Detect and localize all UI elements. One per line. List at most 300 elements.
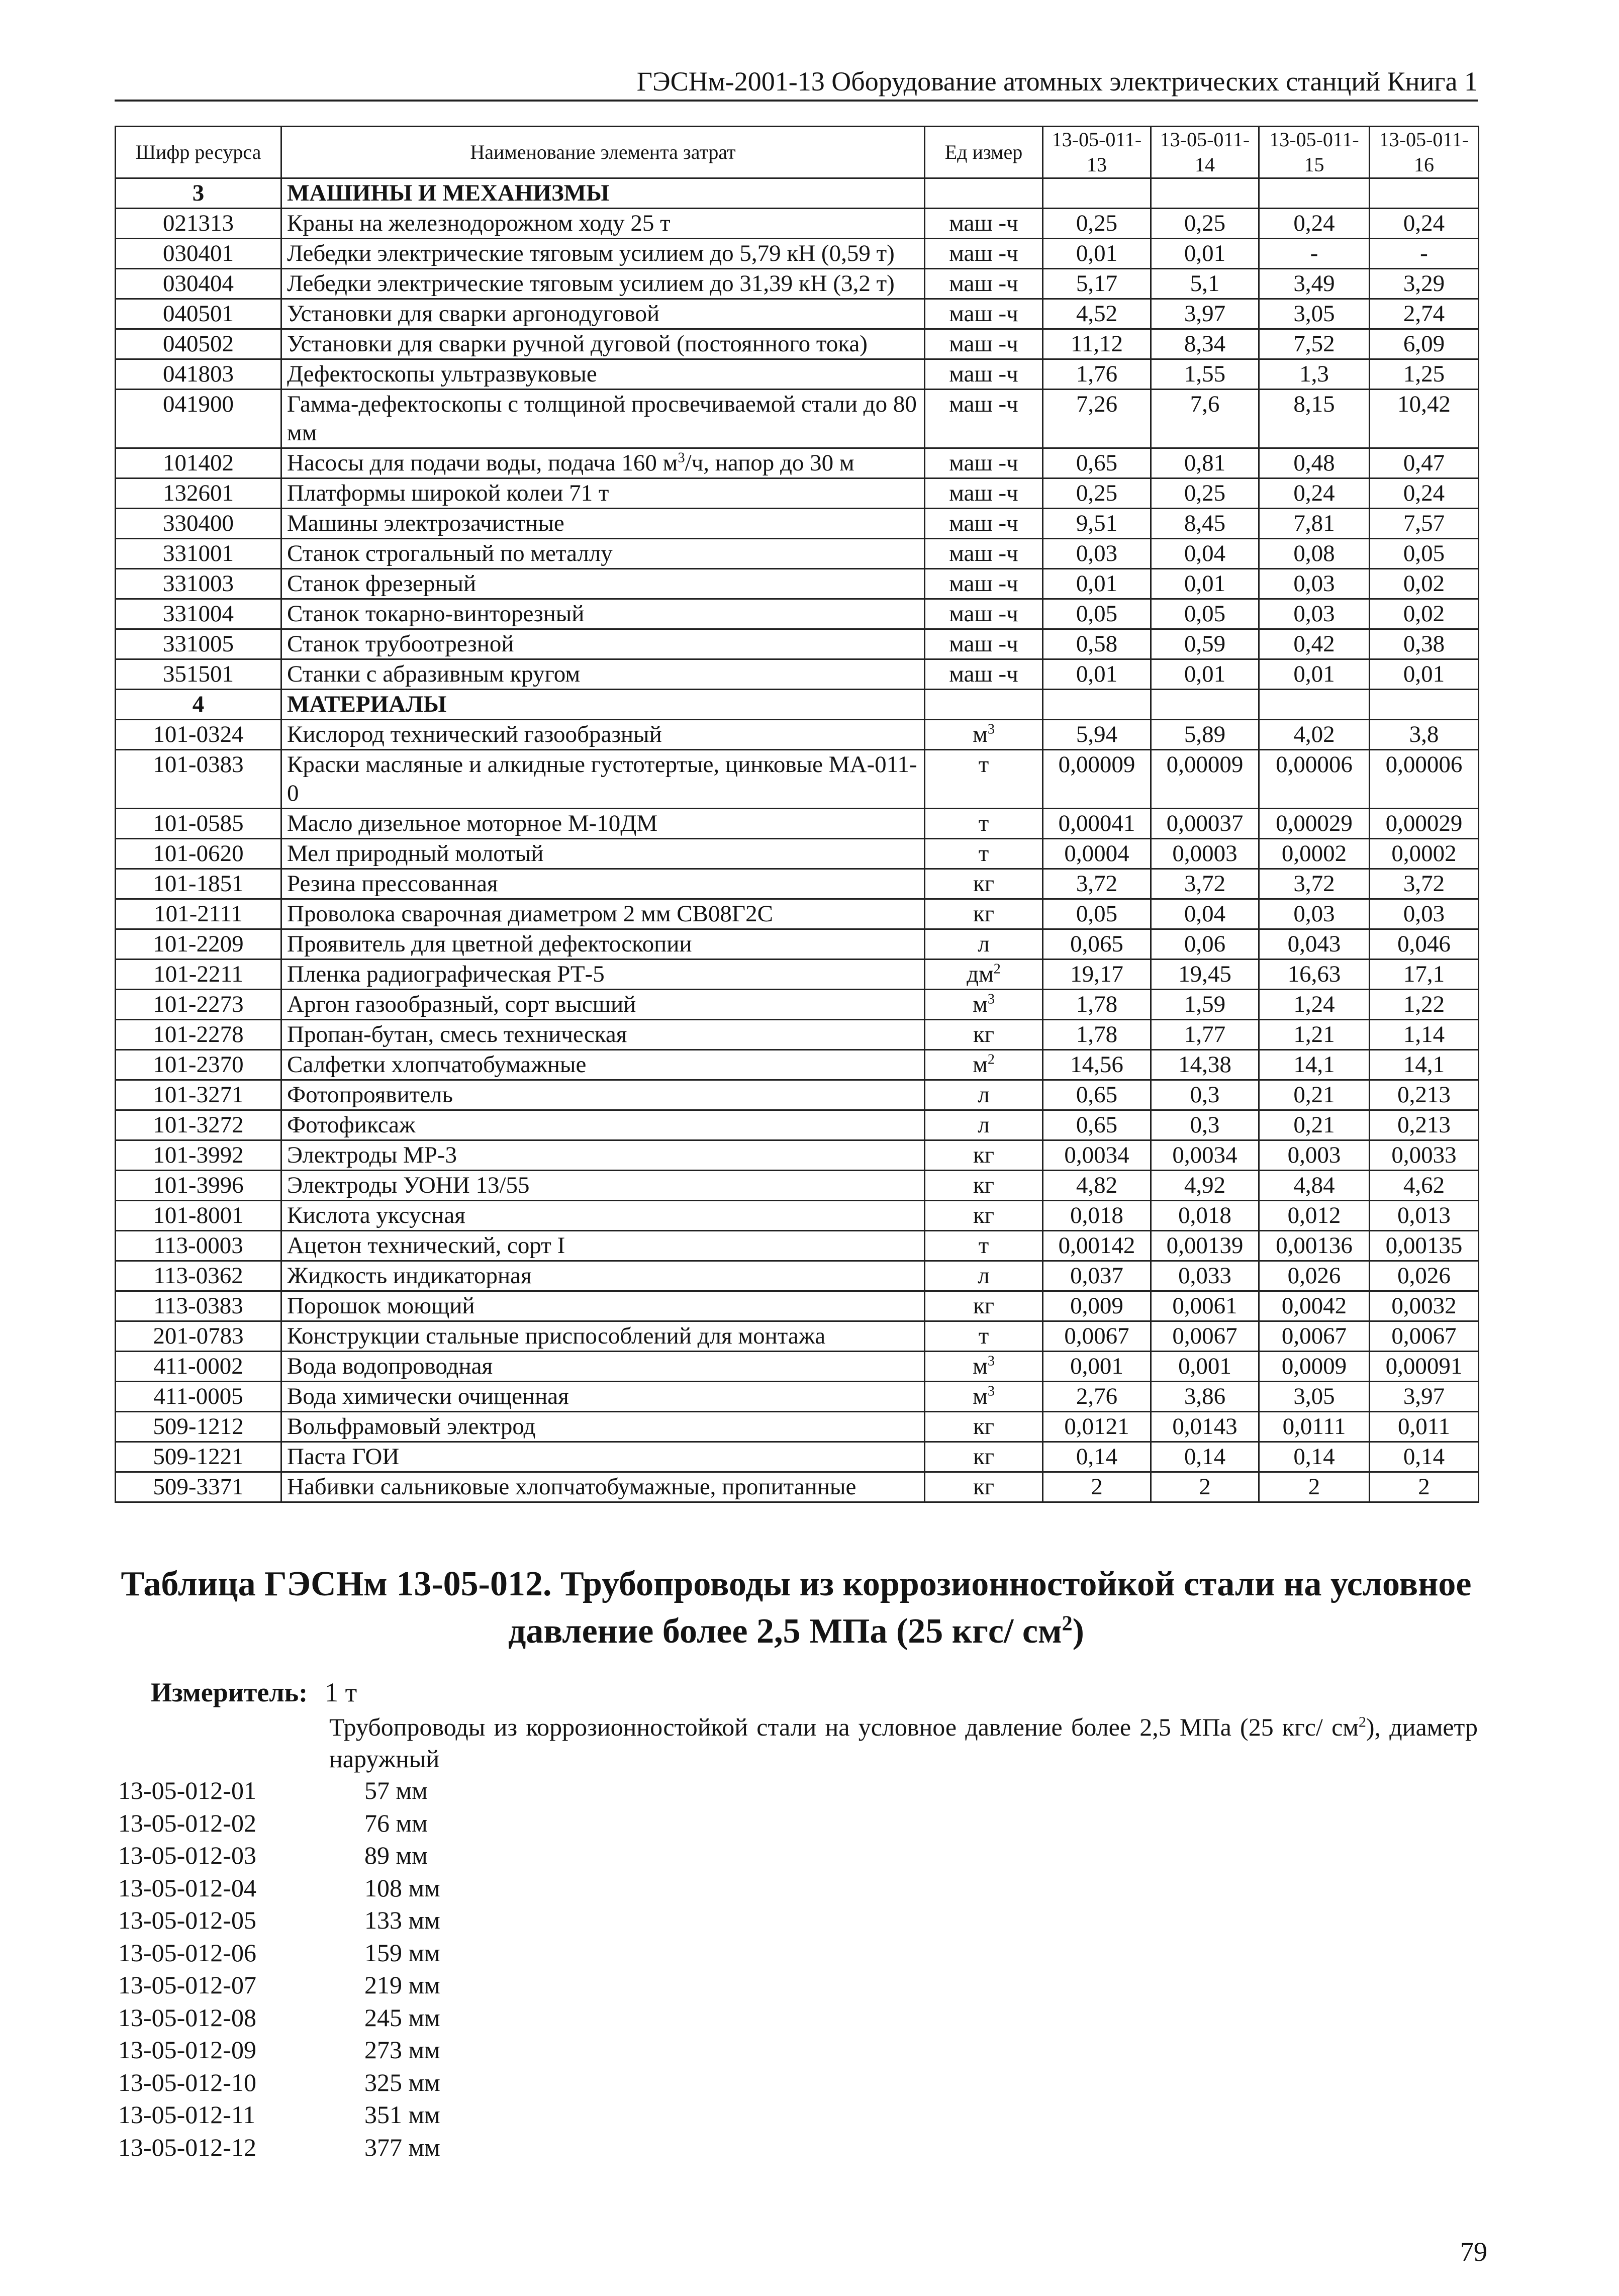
- cell-value: 0,065: [1043, 929, 1151, 960]
- cell-value: 0,046: [1370, 929, 1479, 960]
- norm-code-row: [118, 1969, 440, 2001]
- cell-unit: $м^2$: [925, 1050, 1043, 1080]
- cell-value: 3,05: [1259, 1382, 1370, 1412]
- table-row: [116, 659, 1479, 690]
- cell-value: 2,74: [1370, 299, 1479, 329]
- norm-code: 13-05-012-09: [118, 2036, 256, 2064]
- cell-resource-name: Аргон газообразный, сорт высший: [281, 990, 925, 1020]
- cell-value: 0,043: [1259, 929, 1370, 960]
- cell-value: 0,03: [1259, 599, 1370, 629]
- table-row: [116, 390, 1479, 448]
- cell-value: 1,55: [1151, 359, 1259, 390]
- cell-resource-code: 101-8001: [116, 1201, 281, 1231]
- cell-value: 5,89: [1151, 720, 1259, 750]
- table-row: [116, 479, 1479, 509]
- table-row: [116, 1171, 1479, 1201]
- cell-unit: т: [925, 1321, 1043, 1352]
- cell-value: 0,00006: [1370, 750, 1479, 809]
- cell-resource-code: 101-2111: [116, 899, 281, 929]
- cell-value: 14,38: [1151, 1050, 1259, 1080]
- cell-resource-name: Конструкции стальные приспособлений для монтажа: [281, 1321, 925, 1352]
- cell-value: 0,0111: [1259, 1412, 1370, 1442]
- cell-unit: маш -ч: [925, 359, 1043, 390]
- table-row: [116, 1412, 1479, 1442]
- table-row: [116, 599, 1479, 629]
- table-row: [116, 359, 1479, 390]
- cell-resource-code: 113-0383: [116, 1291, 281, 1321]
- cell-value: 7,57: [1370, 509, 1479, 539]
- pipe-diameter: 273 мм: [364, 2036, 440, 2064]
- pipe-diameter: 377 мм: [364, 2133, 440, 2161]
- pipe-diameter: 108 мм: [364, 1873, 440, 1902]
- cell-resource-name: Краски масляные и алкидные густотертые, цинковые МА-011-0: [281, 750, 925, 809]
- table-row: [116, 929, 1479, 960]
- cell-unit: кг: [925, 1472, 1043, 1502]
- cell-value: 0,0067: [1259, 1321, 1370, 1352]
- cell-unit: кг: [925, 1412, 1043, 1442]
- cell-section-title: МАШИНЫ И МЕХАНИЗМЫ: [281, 178, 925, 209]
- cell-resource-code: 4: [116, 690, 281, 720]
- cell-value: 0,24: [1370, 479, 1479, 509]
- cell-value: 0,25: [1043, 479, 1151, 509]
- cell-value: [1370, 178, 1479, 209]
- cell-value: 19,45: [1151, 960, 1259, 990]
- cell-value: 7,52: [1259, 329, 1370, 359]
- pipe-diameter: 89 мм: [364, 1841, 428, 1869]
- cell-value: 0,04: [1151, 899, 1259, 929]
- cell-unit: $м^3$: [925, 720, 1043, 750]
- cell-resource-name: Вода водопроводная: [281, 1352, 925, 1382]
- cell-value: 0,05: [1151, 599, 1259, 629]
- cell-value: 0,01: [1370, 659, 1479, 690]
- cell-value: [1151, 690, 1259, 720]
- cell-resource-code: 101-1851: [116, 869, 281, 899]
- cell-unit: маш -ч: [925, 599, 1043, 629]
- cell-value: 3,05: [1259, 299, 1370, 329]
- cell-value: 2,76: [1043, 1382, 1151, 1412]
- cell-value: 0,00139: [1151, 1231, 1259, 1261]
- cell-resource-code: 3: [116, 178, 281, 209]
- cell-resource-name: Платформы широкой колеи 71 т: [281, 479, 925, 509]
- column-header-unit: Ед измер: [925, 127, 1043, 178]
- cell-value: 0,00037: [1151, 809, 1259, 839]
- cell-value: 0,14: [1370, 1442, 1479, 1472]
- table-row: [116, 539, 1479, 569]
- cell-unit: $м^3$: [925, 1352, 1043, 1382]
- cell-resource-code: 113-0362: [116, 1261, 281, 1291]
- cell-resource-code: 101-3271: [116, 1080, 281, 1110]
- cell-value: 2: [1043, 1472, 1151, 1502]
- table-row: [116, 1080, 1479, 1110]
- cell-value: [1151, 178, 1259, 209]
- cell-resource-name: Ацетон технический, сорт I: [281, 1231, 925, 1261]
- cell-value: 0,0067: [1043, 1321, 1151, 1352]
- cell-value: 0,0042: [1259, 1291, 1370, 1321]
- cell-value: 0,0032: [1370, 1291, 1479, 1321]
- column-header-name: Наименование элемента затрат: [281, 127, 925, 178]
- cell-resource-name: Машины электрозачистные: [281, 509, 925, 539]
- cell-resource-name: Порошок моющий: [281, 1291, 925, 1321]
- cell-value: 1,25: [1370, 359, 1479, 390]
- table-row: [116, 809, 1479, 839]
- cell-value: 0,24: [1259, 209, 1370, 239]
- cell-resource-name: Фотофиксаж: [281, 1110, 925, 1140]
- table-row: [116, 869, 1479, 899]
- cell-value: 0,00029: [1259, 809, 1370, 839]
- cell-value: 8,34: [1151, 329, 1259, 359]
- cell-resource-code: 101-0383: [116, 750, 281, 809]
- cell-value: 14,56: [1043, 1050, 1151, 1080]
- table-row: [116, 329, 1479, 359]
- cell-resource-code: 041900: [116, 390, 281, 448]
- cell-value: 0,24: [1259, 479, 1370, 509]
- cell-unit: т: [925, 839, 1043, 869]
- cell-resource-code: 040501: [116, 299, 281, 329]
- section-title-line-2: давление более 2,5 МПа (25 кгс/ $см^2$): [508, 1612, 1084, 1651]
- table-section-row: [116, 690, 1479, 720]
- cell-value: 3,97: [1370, 1382, 1479, 1412]
- measure-label: Измеритель:: [151, 1677, 308, 1707]
- table-row: [116, 1140, 1479, 1171]
- cell-value: 0,00135: [1370, 1231, 1479, 1261]
- cell-unit: [925, 178, 1043, 209]
- cell-value: 0,0034: [1043, 1140, 1151, 1171]
- column-header-norm-14: 13-05-011-14: [1151, 127, 1259, 178]
- cell-value: 6,09: [1370, 329, 1479, 359]
- cell-value: 1,76: [1043, 359, 1151, 390]
- cell-value: 11,12: [1043, 329, 1151, 359]
- cell-value: 1,78: [1043, 1020, 1151, 1050]
- table-body: [116, 178, 1479, 1502]
- table-row: [116, 1321, 1479, 1352]
- cell-value: 14,1: [1370, 1050, 1479, 1080]
- cell-value: 0,14: [1151, 1442, 1259, 1472]
- cell-value: 5,17: [1043, 269, 1151, 299]
- cell-resource-name: Станки с абразивным кругом: [281, 659, 925, 690]
- table-row: [116, 629, 1479, 659]
- cell-value: 7,6: [1151, 390, 1259, 448]
- cell-value: [1043, 690, 1151, 720]
- table-row: [116, 960, 1479, 990]
- table-row: [116, 448, 1479, 479]
- cell-resource-name: Лебедки электрические тяговым усилием до 31,39 кН (3,2 т): [281, 269, 925, 299]
- norm-code-row: [118, 1839, 440, 1872]
- cell-value: 0,033: [1151, 1261, 1259, 1291]
- cell-resource-name: Дефектоскопы ультразвуковые: [281, 359, 925, 390]
- cell-value: 3,8: [1370, 720, 1479, 750]
- cell-value: 0,026: [1259, 1261, 1370, 1291]
- pipe-diameter: 219 мм: [364, 1971, 440, 1999]
- cell-value: 0,0004: [1043, 839, 1151, 869]
- cell-value: 0,0033: [1370, 1140, 1479, 1171]
- table-row: [116, 1020, 1479, 1050]
- cell-resource-code: 101-2370: [116, 1050, 281, 1080]
- cell-unit: маш -ч: [925, 629, 1043, 659]
- cell-resource-name: Электроды МР-3: [281, 1140, 925, 1171]
- cell-resource-name: Вольфрамовый электрод: [281, 1412, 925, 1442]
- cell-unit: т: [925, 750, 1043, 809]
- table-row: [116, 899, 1479, 929]
- cell-resource-code: 330400: [116, 509, 281, 539]
- cell-resource-name: Электроды УОНИ 13/55: [281, 1171, 925, 1201]
- cell-value: 0,00091: [1370, 1352, 1479, 1382]
- cell-resource-name: Пленка радиографическая РТ-5: [281, 960, 925, 990]
- cell-value: 0,018: [1043, 1201, 1151, 1231]
- cell-value: 0,58: [1043, 629, 1151, 659]
- cell-value: 2: [1151, 1472, 1259, 1502]
- cell-value: 8,45: [1151, 509, 1259, 539]
- cell-value: 9,51: [1043, 509, 1151, 539]
- cell-value: 8,15: [1259, 390, 1370, 448]
- cell-value: 0,213: [1370, 1080, 1479, 1110]
- cell-value: 0,0009: [1259, 1352, 1370, 1382]
- cell-resource-code: 101402: [116, 448, 281, 479]
- pipe-diameter: 351 мм: [364, 2100, 440, 2129]
- cell-resource-name: Набивки сальниковые хлопчатобумажные, пропитанные: [281, 1472, 925, 1502]
- cell-value: 0,81: [1151, 448, 1259, 479]
- norm-code-list: [118, 1774, 440, 2163]
- pipe-diameter: 159 мм: [364, 1938, 440, 1967]
- cell-unit: л: [925, 1261, 1043, 1291]
- cell-value: 4,92: [1151, 1171, 1259, 1201]
- cell-value: 0,25: [1151, 479, 1259, 509]
- cell-value: -: [1259, 239, 1370, 269]
- table-row: [116, 1442, 1479, 1472]
- cell-unit: маш -ч: [925, 509, 1043, 539]
- cell-value: 0,001: [1151, 1352, 1259, 1382]
- cell-value: 0,03: [1043, 539, 1151, 569]
- column-header-norm-15: 13-05-011-15: [1259, 127, 1370, 178]
- cell-value: 0,0002: [1259, 839, 1370, 869]
- cell-resource-code: 101-0324: [116, 720, 281, 750]
- table-row: [116, 239, 1479, 269]
- cell-value: 0,026: [1370, 1261, 1479, 1291]
- cell-unit: маш -ч: [925, 269, 1043, 299]
- cell-section-title: МАТЕРИАЛЫ: [281, 690, 925, 720]
- cell-resource-name: Салфетки хлопчатобумажные: [281, 1050, 925, 1080]
- cell-value: 4,82: [1043, 1171, 1151, 1201]
- table-row: [116, 750, 1479, 809]
- cell-resource-name: Кислота уксусная: [281, 1201, 925, 1231]
- cell-unit: маш -ч: [925, 329, 1043, 359]
- measure-value: 1 т: [325, 1677, 357, 1707]
- cell-value: 0,00009: [1043, 750, 1151, 809]
- cell-resource-code: 331001: [116, 539, 281, 569]
- cell-value: [1370, 690, 1479, 720]
- cell-resource-code: 041803: [116, 359, 281, 390]
- resource-table-container: [115, 126, 1478, 1503]
- cell-unit: кг: [925, 899, 1043, 929]
- cell-value: 0,14: [1043, 1442, 1151, 1472]
- cell-unit: маш -ч: [925, 209, 1043, 239]
- cell-resource-code: 113-0003: [116, 1231, 281, 1261]
- cell-resource-code: 040502: [116, 329, 281, 359]
- pipe-diameter: 57 мм: [364, 1776, 428, 1804]
- cell-value: 0,011: [1370, 1412, 1479, 1442]
- cell-value: 0,65: [1043, 448, 1151, 479]
- cell-value: 1,77: [1151, 1020, 1259, 1050]
- cell-resource-code: 101-2278: [116, 1020, 281, 1050]
- page-number: 79: [1460, 2237, 1487, 2267]
- cell-value: 4,62: [1370, 1171, 1479, 1201]
- table-section-row: [116, 178, 1479, 209]
- cell-resource-code: 509-3371: [116, 1472, 281, 1502]
- cell-value: 0,00009: [1151, 750, 1259, 809]
- section-title-line-1: Таблица ГЭСНм 13-05-012. Трубопроводы из коррозионностойкой стали на условное: [121, 1565, 1472, 1603]
- cell-value: 0,08: [1259, 539, 1370, 569]
- table-row: [116, 1050, 1479, 1080]
- norm-code: 13-05-012-04: [118, 1873, 256, 1902]
- pipe-diameter: 325 мм: [364, 2068, 440, 2096]
- cell-value: 0,14: [1259, 1442, 1370, 1472]
- cell-value: [1259, 178, 1370, 209]
- cell-value: 3,72: [1259, 869, 1370, 899]
- norm-code-row: [118, 2034, 440, 2066]
- table-row: [116, 720, 1479, 750]
- cell-value: 19,17: [1043, 960, 1151, 990]
- cell-value: 5,1: [1151, 269, 1259, 299]
- work-description: Трубопроводы из коррозионностойкой стали на условное давление более 2,5 МПа (25 кгс/ $см^2$), диаметр наружный: [329, 1713, 1478, 1773]
- cell-value: 0,03: [1259, 569, 1370, 599]
- column-header-norm-16: 13-05-011-16: [1370, 127, 1479, 178]
- cell-value: 0,24: [1370, 209, 1479, 239]
- cell-value: 5,94: [1043, 720, 1151, 750]
- cell-value: 0,38: [1370, 629, 1479, 659]
- cell-value: 0,05: [1043, 599, 1151, 629]
- cell-value: 0,037: [1043, 1261, 1151, 1291]
- cell-value: 0,0003: [1151, 839, 1259, 869]
- cell-value: 0,00029: [1370, 809, 1479, 839]
- cell-resource-name: Установки для сварки аргонодуговой: [281, 299, 925, 329]
- cell-unit: маш -ч: [925, 569, 1043, 599]
- cell-value: 0,013: [1370, 1201, 1479, 1231]
- table-header-row: [116, 127, 1479, 178]
- cell-value: 0,42: [1259, 629, 1370, 659]
- cell-unit: $дм^2$: [925, 960, 1043, 990]
- cell-value: 0,02: [1370, 569, 1479, 599]
- cell-resource-code: 331003: [116, 569, 281, 599]
- cell-resource-code: 411-0002: [116, 1352, 281, 1382]
- norm-code: 13-05-012-10: [118, 2068, 256, 2096]
- cell-unit: маш -ч: [925, 239, 1043, 269]
- cell-resource-code: 101-2209: [116, 929, 281, 960]
- cell-resource-code: 101-3992: [116, 1140, 281, 1171]
- cell-resource-code: 509-1221: [116, 1442, 281, 1472]
- measure-line: [151, 1675, 357, 1709]
- cell-resource-name: Краны на железнодорожном ходу 25 т: [281, 209, 925, 239]
- table-row: [116, 209, 1479, 239]
- cell-resource-name: Гамма-дефектоскопы с толщиной просвечиваемой стали до 80 мм: [281, 390, 925, 448]
- norm-code: 13-05-012-03: [118, 1841, 256, 1869]
- cell-value: 0,21: [1259, 1080, 1370, 1110]
- norm-code: 13-05-012-11: [118, 2100, 256, 2129]
- cell-value: 4,52: [1043, 299, 1151, 329]
- cell-value: 3,86: [1151, 1382, 1259, 1412]
- cell-value: 0,21: [1259, 1110, 1370, 1140]
- cell-value: 0,01: [1043, 659, 1151, 690]
- norm-code: 13-05-012-06: [118, 1938, 256, 1967]
- cell-unit: маш -ч: [925, 659, 1043, 690]
- cell-unit: л: [925, 1080, 1043, 1110]
- cell-unit: кг: [925, 1201, 1043, 1231]
- cell-unit: кг: [925, 869, 1043, 899]
- cell-value: 0,47: [1370, 448, 1479, 479]
- cell-value: 0,0002: [1370, 839, 1479, 869]
- cell-unit: [925, 690, 1043, 720]
- cell-resource-name: Паста ГОИ: [281, 1442, 925, 1472]
- cell-value: -: [1370, 239, 1479, 269]
- cell-resource-code: 101-0620: [116, 839, 281, 869]
- cell-value: 0,04: [1151, 539, 1259, 569]
- cell-unit: л: [925, 929, 1043, 960]
- cell-resource-name: Мел природный молотый: [281, 839, 925, 869]
- cell-value: 0,00136: [1259, 1231, 1370, 1261]
- cell-value: 0,213: [1370, 1110, 1479, 1140]
- cell-value: 0,001: [1043, 1352, 1151, 1382]
- cell-value: 0,02: [1370, 599, 1479, 629]
- cell-value: 0,3: [1151, 1080, 1259, 1110]
- cell-resource-name: Проявитель для цветной дефектоскопии: [281, 929, 925, 960]
- cell-unit: л: [925, 1110, 1043, 1140]
- cell-value: 0,25: [1151, 209, 1259, 239]
- table-row: [116, 839, 1479, 869]
- table-row: [116, 1291, 1479, 1321]
- norm-code: 13-05-012-02: [118, 1808, 256, 1837]
- cell-resource-name: Станок строгальный по металлу: [281, 539, 925, 569]
- cell-value: 3,97: [1151, 299, 1259, 329]
- cell-unit: маш -ч: [925, 539, 1043, 569]
- cell-value: 0,59: [1151, 629, 1259, 659]
- table-row: [116, 299, 1479, 329]
- section-title: [115, 1561, 1478, 1655]
- cell-resource-code: 509-1212: [116, 1412, 281, 1442]
- cell-value: 0,05: [1370, 539, 1479, 569]
- cell-resource-name: Фотопроявитель: [281, 1080, 925, 1110]
- cell-value: 10,42: [1370, 390, 1479, 448]
- cell-value: 0,00006: [1259, 750, 1370, 809]
- cell-resource-name: Пропан-бутан, смесь техническая: [281, 1020, 925, 1050]
- cell-unit: маш -ч: [925, 448, 1043, 479]
- norm-code-row: [118, 2001, 440, 2034]
- table-row: [116, 569, 1479, 599]
- cell-value: 0,03: [1259, 899, 1370, 929]
- cell-value: 1,22: [1370, 990, 1479, 1020]
- cell-value: [1043, 178, 1151, 209]
- cell-unit: т: [925, 809, 1043, 839]
- cell-value: 0,0034: [1151, 1140, 1259, 1171]
- cell-resource-code: 331004: [116, 599, 281, 629]
- cell-resource-name: Жидкость индикаторная: [281, 1261, 925, 1291]
- running-header: ГЭСНм-2001-13 Оборудование атомных электрических станций Книга 1: [115, 63, 1478, 102]
- cell-value: 0,25: [1043, 209, 1151, 239]
- table-row: [116, 1472, 1479, 1502]
- cell-resource-code: 021313: [116, 209, 281, 239]
- cell-resource-code: 101-2273: [116, 990, 281, 1020]
- cell-value: 0,3: [1151, 1110, 1259, 1140]
- norm-code-row: [118, 2131, 440, 2164]
- table-row: [116, 1352, 1479, 1382]
- cell-value: 0,0067: [1151, 1321, 1259, 1352]
- cell-value: 14,1: [1259, 1050, 1370, 1080]
- cell-unit: кг: [925, 1020, 1043, 1050]
- cell-value: 0,65: [1043, 1110, 1151, 1140]
- cell-value: 2: [1370, 1472, 1479, 1502]
- cell-resource-name: Вода химически очищенная: [281, 1382, 925, 1412]
- cell-value: 3,49: [1259, 269, 1370, 299]
- pipe-diameter: 76 мм: [364, 1808, 428, 1837]
- cell-value: 1,24: [1259, 990, 1370, 1020]
- cell-value: 0,01: [1151, 569, 1259, 599]
